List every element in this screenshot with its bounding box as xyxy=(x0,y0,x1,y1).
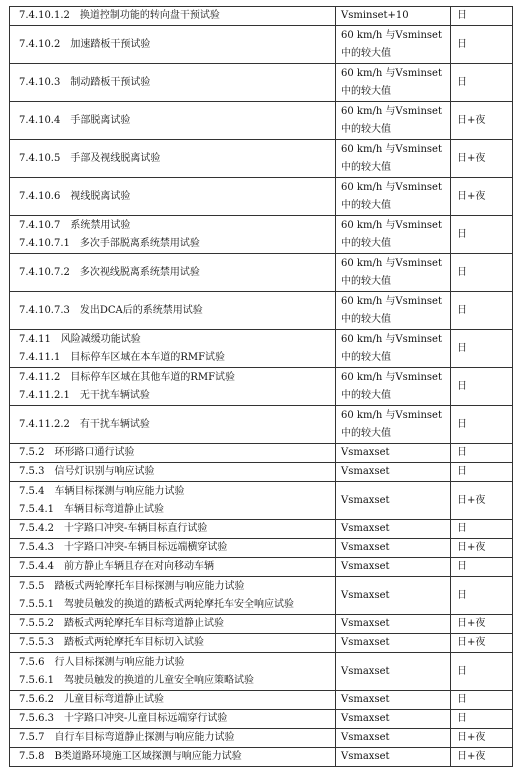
speed-condition-text: Vsmaxset xyxy=(341,751,390,762)
test-item-text: 7.5.5.3 踏板式两轮摩托车目标切入试验 xyxy=(19,637,204,648)
test-item-cell xyxy=(10,748,336,767)
lighting-condition-text: 日+夜 xyxy=(457,494,486,506)
speed-condition-text: 中的较大值 xyxy=(341,199,391,211)
speed-condition-text: Vsmaxset xyxy=(341,561,390,572)
speed-condition-cell xyxy=(336,64,451,102)
test-item-text: 7.5.6.2 儿童目标弯道静止试验 xyxy=(19,694,164,705)
lighting-condition-cell xyxy=(451,102,513,140)
test-item-cell xyxy=(10,482,336,520)
speed-condition-text: 60 km/h 与Vsminset xyxy=(341,409,442,421)
lighting-condition-cell xyxy=(451,26,513,64)
table-row xyxy=(10,444,513,463)
lighting-condition-cell xyxy=(451,729,513,748)
lighting-condition-text: 日+夜 xyxy=(457,114,486,126)
lighting-condition-text: 日 xyxy=(457,561,467,572)
speed-condition-text: 中的较大值 xyxy=(341,85,391,97)
lighting-condition-cell xyxy=(451,330,513,368)
test-item-cell xyxy=(10,216,336,254)
lighting-condition-cell xyxy=(451,520,513,539)
speed-condition-cell xyxy=(336,254,451,292)
test-spec-table xyxy=(9,6,513,767)
test-item-text: 7.5.6 行人目标探测与响应能力试验 xyxy=(19,656,185,668)
test-item-text: 7.4.10.7 系统禁用试验 xyxy=(19,219,131,231)
test-item-text: 7.4.10.4 手部脱离试验 xyxy=(19,114,131,126)
speed-condition-text: Vsmaxset xyxy=(341,589,390,601)
test-item-text: 7.5.5.1 驾驶员触发的换道的踏板式两轮摩托车安全响应试验 xyxy=(19,598,294,610)
table-row xyxy=(10,140,513,178)
lighting-condition-text: 日+夜 xyxy=(457,618,486,629)
table-row xyxy=(10,482,513,520)
test-item-cell xyxy=(10,330,336,368)
lighting-condition-text: 日 xyxy=(457,380,467,392)
table-row xyxy=(10,748,513,767)
test-item-cell xyxy=(10,520,336,539)
lighting-condition-text: 日 xyxy=(457,76,467,88)
table-row xyxy=(10,368,513,406)
test-item-cell xyxy=(10,26,336,64)
lighting-condition-text: 日 xyxy=(457,228,467,240)
test-item-cell xyxy=(10,7,336,26)
speed-condition-text: Vsmaxset xyxy=(341,694,390,705)
lighting-condition-cell xyxy=(451,539,513,558)
test-item-cell xyxy=(10,64,336,102)
speed-condition-cell xyxy=(336,368,451,406)
test-item-text: 7.4.10.3 制动踏板干预试验 xyxy=(19,76,151,88)
speed-condition-text: Vsmaxset xyxy=(341,665,390,677)
speed-condition-cell xyxy=(336,463,451,482)
test-item-cell xyxy=(10,102,336,140)
test-item-cell xyxy=(10,634,336,653)
lighting-condition-cell xyxy=(451,634,513,653)
speed-condition-cell xyxy=(336,482,451,520)
table-row xyxy=(10,102,513,140)
speed-condition-text: 60 km/h 与Vsminset xyxy=(341,67,442,79)
test-item-text: 7.4.10.1.2 换道控制功能的转向盘干预试验 xyxy=(19,10,220,21)
lighting-condition-cell xyxy=(451,178,513,216)
test-item-cell xyxy=(10,178,336,216)
table-row xyxy=(10,292,513,330)
speed-condition-cell xyxy=(336,216,451,254)
test-item-cell xyxy=(10,444,336,463)
test-item-cell xyxy=(10,615,336,634)
table-row xyxy=(10,254,513,292)
speed-condition-cell xyxy=(336,444,451,463)
table-row xyxy=(10,691,513,710)
speed-condition-text: Vsmaxset xyxy=(341,523,390,534)
speed-condition-cell xyxy=(336,102,451,140)
speed-condition-cell xyxy=(336,653,451,691)
lighting-condition-text: 日 xyxy=(457,523,467,534)
test-item-text: 7.5.4.1 车辆目标弯道静止试验 xyxy=(19,503,164,515)
test-item-cell xyxy=(10,254,336,292)
speed-condition-text: 60 km/h 与Vsminset xyxy=(341,257,442,269)
test-item-text: 7.5.4.3 十字路口冲突-车辆目标远端横穿试验 xyxy=(19,542,228,553)
test-item-text: 7.4.11.2.1 无干扰车辆试验 xyxy=(19,389,150,401)
lighting-condition-text: 日 xyxy=(457,38,467,50)
test-item-text: 7.5.6.1 驾驶员触发的换道的儿童安全响应策略试验 xyxy=(19,674,254,686)
lighting-condition-cell xyxy=(451,216,513,254)
speed-condition-text: 中的较大值 xyxy=(341,47,391,59)
test-item-cell xyxy=(10,729,336,748)
test-item-text: 7.4.11 风险减缓功能试验 xyxy=(19,333,141,345)
lighting-condition-text: 日 xyxy=(457,665,467,677)
lighting-condition-cell xyxy=(451,254,513,292)
lighting-condition-text: 日+夜 xyxy=(457,751,486,762)
lighting-condition-cell xyxy=(451,292,513,330)
speed-condition-text: Vsmaxset xyxy=(341,713,390,724)
speed-condition-cell xyxy=(336,634,451,653)
test-item-text: 7.4.11.2.2 有干扰车辆试验 xyxy=(19,418,150,430)
lighting-condition-cell xyxy=(451,444,513,463)
lighting-condition-cell xyxy=(451,482,513,520)
lighting-condition-cell xyxy=(451,653,513,691)
speed-condition-text: 中的较大值 xyxy=(341,389,391,401)
table-row xyxy=(10,615,513,634)
speed-condition-text: Vsmaxset xyxy=(341,637,390,648)
lighting-condition-text: 日+夜 xyxy=(457,542,486,553)
speed-condition-cell xyxy=(336,539,451,558)
lighting-condition-cell xyxy=(451,577,513,615)
test-item-cell xyxy=(10,140,336,178)
speed-condition-cell xyxy=(336,330,451,368)
table-row xyxy=(10,634,513,653)
test-item-cell xyxy=(10,653,336,691)
speed-condition-cell xyxy=(336,7,451,26)
speed-condition-cell xyxy=(336,26,451,64)
test-item-text: 7.5.5.2 踏板式两轮摩托车目标弯道静止试验 xyxy=(19,618,224,629)
test-item-text: 7.4.10.7.1 多次手部脱离系统禁用试验 xyxy=(19,237,200,249)
speed-condition-text: 中的较大值 xyxy=(341,275,391,287)
test-item-cell xyxy=(10,406,336,444)
speed-condition-cell xyxy=(336,729,451,748)
test-item-text: 7.5.3 信号灯识别与响应试验 xyxy=(19,466,155,477)
lighting-condition-text: 日+夜 xyxy=(457,732,486,743)
test-item-cell xyxy=(10,463,336,482)
lighting-condition-cell xyxy=(451,140,513,178)
speed-condition-text: 60 km/h 与Vsminset xyxy=(341,295,442,307)
test-item-text: 7.4.11.2 目标停车区域在其他车道的RMF试验 xyxy=(19,371,236,383)
test-item-text: 7.4.10.5 手部及视线脱离试验 xyxy=(19,152,161,164)
lighting-condition-cell xyxy=(451,615,513,634)
table-row xyxy=(10,7,513,26)
lighting-condition-cell xyxy=(451,463,513,482)
table-row xyxy=(10,216,513,254)
speed-condition-text: 中的较大值 xyxy=(341,123,391,135)
lighting-condition-text: 日 xyxy=(457,713,467,724)
lighting-condition-text: 日 xyxy=(457,342,467,354)
speed-condition-cell xyxy=(336,140,451,178)
table-row xyxy=(10,406,513,444)
test-item-cell xyxy=(10,577,336,615)
lighting-condition-cell xyxy=(451,748,513,767)
speed-condition-text: 中的较大值 xyxy=(341,313,391,325)
test-item-text: 7.5.4.2 十字路口冲突-车辆目标直行试验 xyxy=(19,523,208,534)
test-item-text: 7.4.10.6 视线脱离试验 xyxy=(19,190,131,202)
test-item-text: 7.5.4 车辆目标探测与响应能力试验 xyxy=(19,485,185,497)
speed-condition-text: Vsminset+10 xyxy=(341,10,409,21)
lighting-condition-cell xyxy=(451,406,513,444)
lighting-condition-text: 日+夜 xyxy=(457,190,486,202)
speed-condition-cell xyxy=(336,691,451,710)
speed-condition-cell xyxy=(336,748,451,767)
speed-condition-text: Vsmaxset xyxy=(341,732,390,743)
table-row xyxy=(10,26,513,64)
speed-condition-cell xyxy=(336,520,451,539)
test-item-cell xyxy=(10,539,336,558)
test-item-text: 7.5.7 自行车目标弯道静止探测与响应能力试验 xyxy=(19,732,235,743)
speed-condition-text: 中的较大值 xyxy=(341,427,391,439)
lighting-condition-text: 日 xyxy=(457,418,467,430)
speed-condition-text: Vsmaxset xyxy=(341,618,390,629)
speed-condition-text: Vsmaxset xyxy=(341,542,390,553)
table-row xyxy=(10,710,513,729)
test-item-text: 7.5.8 B类道路环境施工区域探测与响应能力试验 xyxy=(19,751,242,762)
speed-condition-text: 60 km/h 与Vsminset xyxy=(341,143,442,155)
lighting-condition-text: 日 xyxy=(457,266,467,278)
table-row xyxy=(10,178,513,216)
lighting-condition-text: 日+夜 xyxy=(457,152,486,164)
table-row xyxy=(10,539,513,558)
test-spec-body xyxy=(10,7,513,767)
speed-condition-cell xyxy=(336,615,451,634)
test-item-text: 7.5.5 踏板式两轮摩托车目标探测与响应能力试验 xyxy=(19,580,245,592)
table-row xyxy=(10,64,513,102)
speed-condition-text: 60 km/h 与Vsminset xyxy=(341,105,442,117)
speed-condition-cell xyxy=(336,178,451,216)
lighting-condition-text: 日 xyxy=(457,10,467,21)
test-item-text: 7.5.2 环形路口通行试验 xyxy=(19,447,135,458)
lighting-condition-text: 日 xyxy=(457,447,467,458)
table-row xyxy=(10,520,513,539)
test-item-cell xyxy=(10,368,336,406)
speed-condition-cell xyxy=(336,558,451,577)
speed-condition-text: 60 km/h 与Vsminset xyxy=(341,181,442,193)
speed-condition-text: 中的较大值 xyxy=(341,237,391,249)
speed-condition-text: 60 km/h 与Vsminset xyxy=(341,333,442,345)
speed-condition-text: 60 km/h 与Vsminset xyxy=(341,29,442,41)
speed-condition-cell xyxy=(336,292,451,330)
test-item-text: 7.5.6.3 十字路口冲突-儿童目标远端穿行试验 xyxy=(19,713,228,724)
lighting-condition-cell xyxy=(451,7,513,26)
lighting-condition-text: 日+夜 xyxy=(457,637,486,648)
test-item-text: 7.4.11.1 目标停车区域在本车道的RMF试验 xyxy=(19,351,226,363)
table-row xyxy=(10,729,513,748)
lighting-condition-cell xyxy=(451,558,513,577)
lighting-condition-text: 日 xyxy=(457,466,467,477)
table-row xyxy=(10,463,513,482)
test-item-text: 7.4.10.7.2 多次视线脱离系统禁用试验 xyxy=(19,266,200,278)
table-row xyxy=(10,330,513,368)
speed-condition-text: 60 km/h 与Vsminset xyxy=(341,371,442,383)
speed-condition-text: Vsmaxset xyxy=(341,447,390,458)
lighting-condition-cell xyxy=(451,691,513,710)
speed-condition-text: Vsmaxset xyxy=(341,494,390,506)
speed-condition-text: 中的较大值 xyxy=(341,161,391,173)
test-item-text: 7.5.4.4 前方静止车辆且存在对向移动车辆 xyxy=(19,561,214,572)
speed-condition-cell xyxy=(336,406,451,444)
speed-condition-cell xyxy=(336,577,451,615)
table-row xyxy=(10,577,513,615)
test-spec-page xyxy=(9,6,512,767)
lighting-condition-text: 日 xyxy=(457,589,467,601)
speed-condition-text: 60 km/h 与Vsminset xyxy=(341,219,442,231)
lighting-condition-cell xyxy=(451,368,513,406)
lighting-condition-cell xyxy=(451,64,513,102)
lighting-condition-cell xyxy=(451,710,513,729)
table-row xyxy=(10,653,513,691)
speed-condition-text: 中的较大值 xyxy=(341,351,391,363)
speed-condition-text: Vsmaxset xyxy=(341,466,390,477)
lighting-condition-text: 日 xyxy=(457,304,467,316)
test-item-cell xyxy=(10,691,336,710)
test-item-cell xyxy=(10,292,336,330)
test-item-cell xyxy=(10,558,336,577)
table-row xyxy=(10,558,513,577)
test-item-cell xyxy=(10,710,336,729)
test-item-text: 7.4.10.2 加速踏板干预试验 xyxy=(19,38,151,50)
test-item-text: 7.4.10.7.3 发出DCA后的系统禁用试验 xyxy=(19,304,203,316)
speed-condition-cell xyxy=(336,710,451,729)
lighting-condition-text: 日 xyxy=(457,694,467,705)
